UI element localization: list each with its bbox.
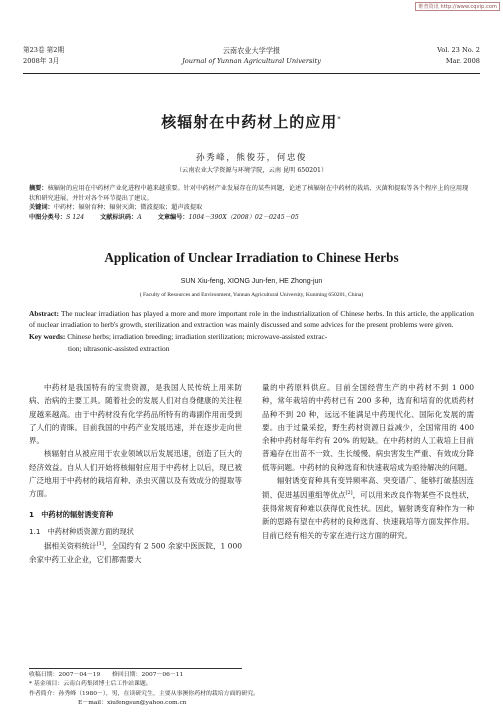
- paragraph-text: 辐射诱变育种具有变异频率高、突变谱广、能够打破基因连锁、促进基因重组等优点: [262, 476, 474, 500]
- keywords-en-line2: tion; ultrasonic-assisted extraction: [68, 343, 170, 353]
- abstract-zh-label: 摘要：: [29, 185, 48, 192]
- date-en: Mar. 2008: [445, 57, 480, 65]
- watermark: 维普资讯 http://www.cqvip.com: [415, 2, 500, 11]
- journal-name-en: Journal of Yunnan Agricultural University: [182, 57, 321, 65]
- footnote-bio: 作者简介：孙秀峰（1980－），男，在读研究生，主要从事澳你药材的栽培方面的研究。: [29, 690, 259, 697]
- affiliation-zh: （云南农业大学资源与环境学院，云南 昆明 650201）: [175, 167, 328, 174]
- footnote-fund: * 基金项目：云南白药集团博士后工作站课题。: [29, 681, 152, 688]
- clc-label: 中图分类号：: [29, 214, 67, 222]
- subsection-heading-1-1: 1.1 中药材种质资源方面的现状: [29, 526, 134, 536]
- paragraph-text: ，全国约有 2 500 余家中医医院，1 000 余家中药工业企业，它们都需要大: [29, 541, 242, 565]
- keywords-en-line1: Chinese herbs; irradiation breeding; irradiation sterilization; microwave-assisted extrac-: [67, 332, 328, 342]
- doc-code-value: A: [137, 214, 142, 222]
- paragraph: 核辐射自从被应用于农业领域以后发展迅速，创造了巨大的经济效益。自从人们开始将核辐射应用于中药材上以后，现已被广泛地用于中药材的栽培育种、杀虫灭菌以及有效成分的提取等方面。: [29, 449, 242, 499]
- abstract-en-text: The nuclear irradiation has played a more and more important role in the industrialization of Chinese herbs. In this article, the application of nuclear irradiation to herb's growth, sterilization and extraction was mainly discussed and some advices for the present problems were given.: [29, 309, 475, 330]
- paragraph-text: 据相关资料统计: [44, 541, 97, 551]
- date-zh: 2008年 3月: [23, 57, 60, 65]
- article-no-value: 1004－390X（2008）02－0245－05: [188, 214, 299, 222]
- body-column-right: [262, 381, 474, 542]
- paper-title-en: Application of Unclear Irradiation to Chinese Herbs: [104, 250, 399, 265]
- paper-title-zh: [0, 111, 503, 132]
- paragraph: [29, 538, 242, 566]
- body-column-left: [29, 381, 242, 566]
- paragraph-text: ，可以用来改良作物某些不良性状，获得常规育种难以获得优良性状。因此，辐射诱变育种作为一种新的思路有望在中药材的良种选育、快速栽培等方面发挥作用。目前已经有相关的专家在进行这方面的研究。: [262, 490, 475, 540]
- abstract-zh: [29, 184, 474, 223]
- footnote: [29, 671, 279, 709]
- abstract-zh-body: [29, 184, 474, 203]
- keywords-zh-label: 关键词：: [29, 204, 54, 212]
- doc-code-label: 文献标识码：: [100, 214, 138, 222]
- paragraph: [262, 474, 474, 542]
- paragraph: 量的中药原料供应。目前全国经营生产的中药材不到 1 000 种，常年栽培的中药材已有 200 多种，选育和培育的优质药材品种不到 20 种，远远不能满足中药现代化、国际化发展的需要。由于过量采挖，野生药材资源日益减少，全国常用的 400 余种中药材每年约有 20% 的短缺。在中药材的人工栽培上目前普遍存在出苗不一致、生长缓慢、病虫害发生严重、有效成分降低等问题。中药材的良种选育和快速栽培成为亟待解决的问题。: [262, 383, 474, 472]
- abstract-en-label: Abstract:: [29, 309, 59, 318]
- keywords-zh: [29, 203, 474, 213]
- journal-name-zh: 云南农业大学学报: [222, 46, 281, 55]
- citation-ref: [2]: [345, 490, 353, 497]
- volume-en: Vol. 23 No. 2: [437, 46, 480, 54]
- affiliation-en: ( Faculty of Resources and Environment, Yunnan Agricultural University, Kunming 650201, China): [139, 292, 364, 298]
- volume-zh: 第23卷 第2期: [23, 46, 65, 54]
- clc-value: S 124: [66, 214, 85, 222]
- citation-ref: [1]: [96, 541, 104, 548]
- classification-row: [29, 213, 474, 223]
- footnote-received: 收稿日期：2007－04－19 修回日期：2007－06－11: [29, 672, 184, 678]
- header-center: [23, 45, 480, 67]
- authors-en: SUN Xiu-feng, XIONG Jun-fen, HE Zhong-jun: [180, 278, 323, 285]
- abstract-en: [29, 308, 474, 354]
- abstract-en-body: [29, 308, 474, 330]
- authors-zh: 孙秀峰，熊俊芬，何忠俊: [195, 153, 308, 163]
- keywords-en: [29, 331, 474, 342]
- header-right: [437, 45, 480, 67]
- footnote-email: E－mail：xiufengsun@yahoo.com.cn: [78, 700, 187, 707]
- title-footnote-mark: *: [337, 115, 342, 123]
- article-no-label: 文章编号：: [157, 214, 189, 222]
- keywords-en-label: Key words:: [29, 332, 66, 342]
- title-zh-text: 核辐射在中药材上的应用: [161, 113, 338, 131]
- running-header: [23, 45, 480, 71]
- header-rule: [23, 73, 480, 74]
- keywords-zh-text: 中药材；辐射育种；辐射灭菌；微波提取；超声波提取: [53, 204, 203, 212]
- paragraph: 中药材是我国特有的宝贵资源，是我国人民传统上用来防病、治病的主要工具。随着社会的发展人们对自身健康的关注程度越来越高。由于中药材没有化学药品所特有的毒副作用而受到了人们的青睐。目前我国的中药产业发展迅速，并在逐步走向世界。: [29, 383, 242, 446]
- footnote-rule: [29, 668, 242, 669]
- abstract-zh-text: 核辐射的应用在中药材产业化进程中越来越重要。针对中药材产业发展存在的某些问题，论述了核辐射在中药材的栽培、灭菌和提取等各个程序上的应用现状和研究进展，并针对各个环节提出了建议。: [29, 185, 469, 202]
- section-heading-1: 1 中药材的辐射诱变育种: [29, 509, 114, 519]
